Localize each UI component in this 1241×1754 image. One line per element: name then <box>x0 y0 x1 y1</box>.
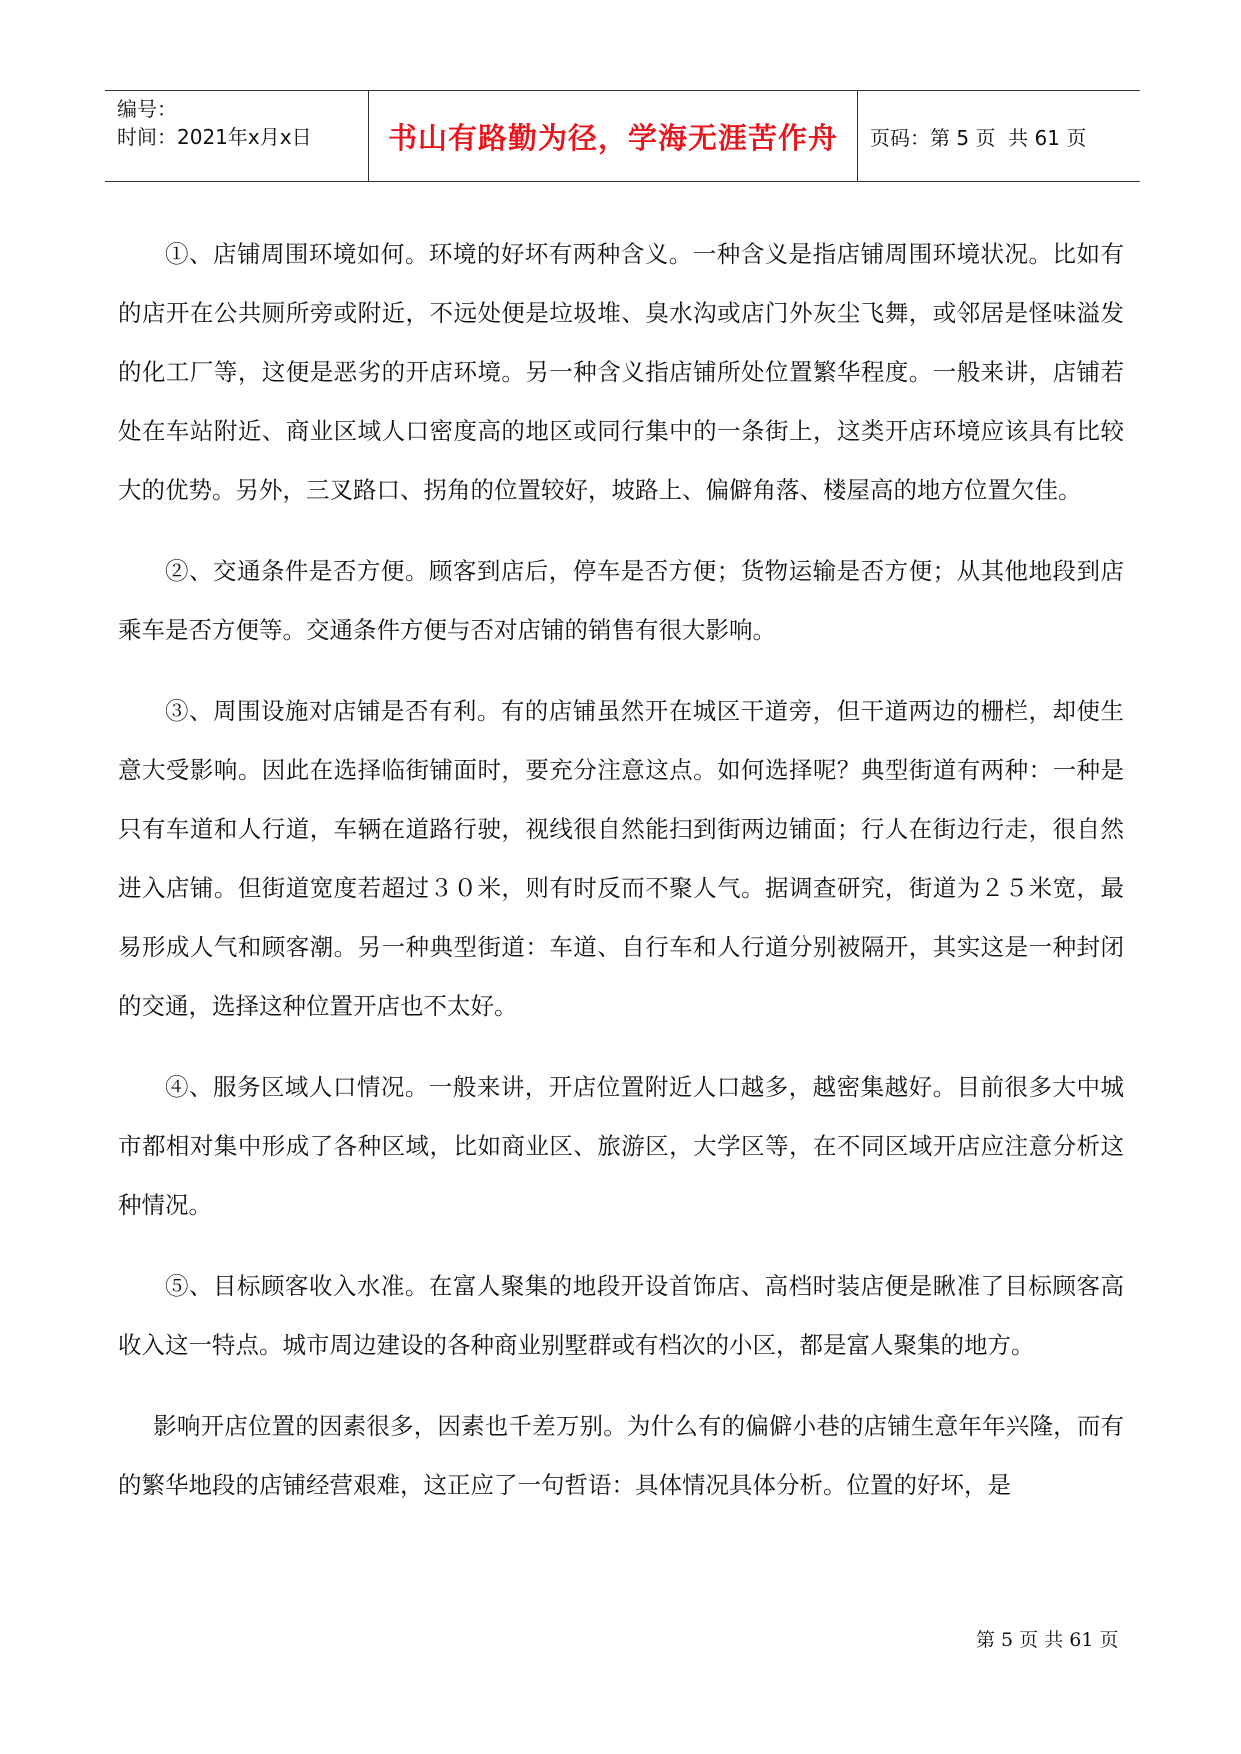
paragraph-5: ⑤、目标顾客收入水准。在富人聚集的地段开设首饰店、高档时装店便是瞅准了目标顾客高收入这一特点。城市周边建设的各种商业别墅群或有档次的小区，都是富人聚集的地方。 <box>118 1272 1124 1359</box>
header-motto <box>368 91 858 181</box>
header-meta <box>105 91 368 181</box>
paragraph-4: ④、服务区域人口情况。一般来讲，开店位置附近人口越多，越密集越好。目前很多大中城市都相对集中形成了各种区域，比如商业区、旅游区，大学区等，在不同区域开店应注意分析这种情况。 <box>118 1073 1124 1219</box>
page-footer: 第 5 页 共 61 页 <box>976 1629 1119 1651</box>
document-body <box>118 225 1124 1537</box>
paragraph-6: 影响开店位置的因素很多，因素也千差万别。为什么有的偏僻小巷的店铺生意年年兴隆，而有的繁华地段的店铺经营艰难，这正应了一句哲语：具体情况具体分析。位置的好坏，是 <box>118 1412 1124 1499</box>
header-page-info <box>858 91 1140 181</box>
page-header <box>105 90 1140 182</box>
paragraph-3: ③、周围设施对店铺是否有利。有的店铺虽然开在城区干道旁，但干道两边的栅栏，却使生意大受影响。因此在选择临街铺面时，要充分注意这点。如何选择呢？典型街道有两种：一种是只有车道和人行道，车辆在道路行驶，视线很自然能扫到街两边铺面；行人在街边行走，很自然进入店铺。但街道宽度若超过３０米，则有时反而不聚人气。据调查研究，街道为２５米宽，最易形成人气和顾客潮。另一种典型街道：车道、自行车和人行道分别被隔开，其实这是一种封闭的交通，选择这种位置开店也不太好。 <box>118 697 1124 1020</box>
page-info-text: 页码：第 5 页 共 61 页 <box>870 125 1087 150</box>
motto-text: 书山有路勤为径，学海无涯苦作舟 <box>387 120 838 155</box>
document-number-label: 编号： <box>117 97 177 121</box>
paragraph-2: ②、交通条件是否方便。顾客到店后，停车是否方便；货物运输是否方便；从其他地段到店乘车是否方便等。交通条件方便与否对店铺的销售有很大影响。 <box>118 557 1124 644</box>
paragraph-1: ①、店铺周围环境如何。环境的好坏有两种含义。一种含义是指店铺周围环境状况。比如有的店开在公共厕所旁或附近，不远处便是垃圾堆、臭水沟或店门外灰尘飞舞，或邻居是怪味溢发的化工厂等，这便是恶劣的开店环境。另一种含义指店铺所处位置繁华程度。一般来讲，店铺若处在车站附近、商业区域人口密度高的地区或同行集中的一条街上，这类开店环境应该具有比较大的优势。另外，三叉路口、拐角的位置较好，坡路上、偏僻角落、楼屋高的地方位置欠佳。 <box>118 240 1124 504</box>
document-time: 时间：2021年x月x日 <box>117 125 312 149</box>
